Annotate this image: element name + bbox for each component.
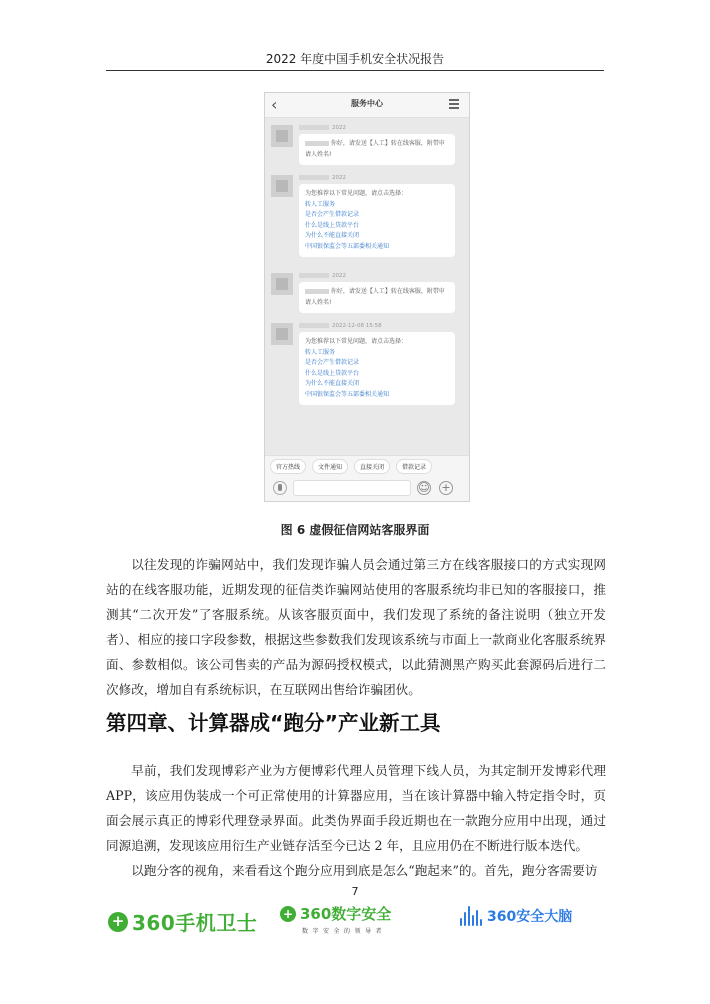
message-meta: 2022 <box>299 273 346 279</box>
faq-link: 转人工服务 <box>305 200 336 208</box>
paragraph: 早前，我们发现博彩产业为方便博彩代理人员管理下线人员，为其定制开发博彩代理APP，该应用伪装成一个可正常使用的计算器应用，当在该计算器中输入特定指令时，页面会展示真正的博彩代理登录界面。此类伪界面手段近期也在一款跑分应用中出现，通过同源追溯，发现该应用衍生产业链存活至今已达 2 年，且应用仍在不断进行版本迭代。 <box>106 763 606 853</box>
quick-reply-chip: 直接关闭 <box>354 459 390 474</box>
microphone-icon <box>273 481 287 495</box>
faq-link: 是否会产生借款记录 <box>305 359 360 366</box>
avatar <box>271 125 293 147</box>
quick-reply-bar <box>265 455 469 476</box>
logo-360-security-brain <box>460 906 572 926</box>
chat-input-bar <box>265 475 469 502</box>
message-intro: 为您推荐以下常见问题，请点击选择： <box>305 338 408 345</box>
back-chevron-icon: ‹ <box>271 95 278 114</box>
avatar <box>271 273 293 295</box>
message-meta: 2022 <box>299 175 346 181</box>
message-bubble <box>299 134 455 165</box>
logo-text: 360安全大脑 <box>487 909 573 925</box>
page-number: 7 <box>351 885 359 898</box>
paragraph: 以往发现的诈骗网站中，我们发现诈骗人员会通过第三方在线客服接口的方式实现网站的在线客服功能，近期发现的征信类诈骗网站使用的客服系统均非已知的客服接口，推测其“二次开发”了客服系统。从该客服页面中，我们发现了系统的备注说明（独立开发者）、相应的接口字段参数，根据这些参数我们发现该系统与市面上一款商业化客服系统界面、参数相似。该公司售卖的产品为源码授权模式，以此猜测黑产购买此套源码后进行二次修改，增加自有系统标识，在互联网出售给诈骗团伙。 <box>106 557 606 697</box>
message-bubble <box>299 282 455 313</box>
chat-screenshot <box>264 92 470 502</box>
logo-360-digital-security <box>280 903 391 935</box>
chat-title: 服务中心 <box>351 99 383 108</box>
chat-topbar <box>265 93 469 118</box>
logo-360-mobile-guard <box>108 907 257 936</box>
faq-link: 为什么不能直接关闭 <box>305 232 360 239</box>
chat-input-field <box>293 480 411 496</box>
plus-logo-icon: + <box>108 912 128 932</box>
faq-link: 中国银保监会等五部委相关通知 <box>305 390 390 398</box>
message-bubble <box>299 184 455 257</box>
avatar <box>271 323 293 345</box>
faq-link: 为什么不能直接关闭 <box>305 380 360 387</box>
faq-link: 中国银保监会等五部委相关通知 <box>305 242 390 250</box>
chapter-title: 第四章、计算器成“跑分”产业新工具 <box>106 711 441 735</box>
footer-logos <box>0 897 710 937</box>
quick-reply-chip: 官方热线 <box>270 459 306 474</box>
plus-logo-icon: + <box>280 906 296 922</box>
message-text: 你好，请发送【人工】转在线客服，附带申请人姓名! <box>305 140 445 158</box>
faq-link: 什么是线上贷款平台 <box>305 369 360 377</box>
header-title: 2022 年度中国手机安全状况报告 <box>265 52 445 66</box>
faq-link: 转人工服务 <box>305 348 336 356</box>
paragraph: 以跑分客的视角，来看看这个跑分应用到底是怎么“跑起来”的。首先，跑分客需要访 <box>131 863 598 878</box>
logo-text: 360手机卫士 <box>132 911 258 935</box>
emoji-icon: ☺ <box>418 481 430 494</box>
header-rule <box>106 70 604 71</box>
avatar <box>271 175 293 197</box>
logo-tagline: 数字安全的领导者 <box>302 928 387 935</box>
plus-icon: + <box>439 481 453 495</box>
quick-reply-chip: 文件通知 <box>312 459 348 474</box>
faq-link: 是否会产生借款记录 <box>305 211 360 218</box>
soundwave-logo-icon <box>460 906 482 926</box>
message-meta: 2022-12-08 15:58 <box>299 323 382 329</box>
figure-caption: 图 6 虚假征信网站客服界面 <box>280 523 430 537</box>
faq-link: 什么是线上贷款平台 <box>305 221 360 229</box>
logo-text: 360数字安全 <box>300 905 392 923</box>
message-text: 你好，请发送【人工】转在线客服，附带申请人姓名! <box>305 288 445 306</box>
message-bubble <box>299 332 455 405</box>
quick-reply-chip: 借款记录 <box>396 459 432 474</box>
message-intro: 为您推荐以下常见问题，请点击选择： <box>305 190 408 197</box>
message-meta: 2022 <box>299 125 346 131</box>
menu-icon <box>449 99 459 111</box>
